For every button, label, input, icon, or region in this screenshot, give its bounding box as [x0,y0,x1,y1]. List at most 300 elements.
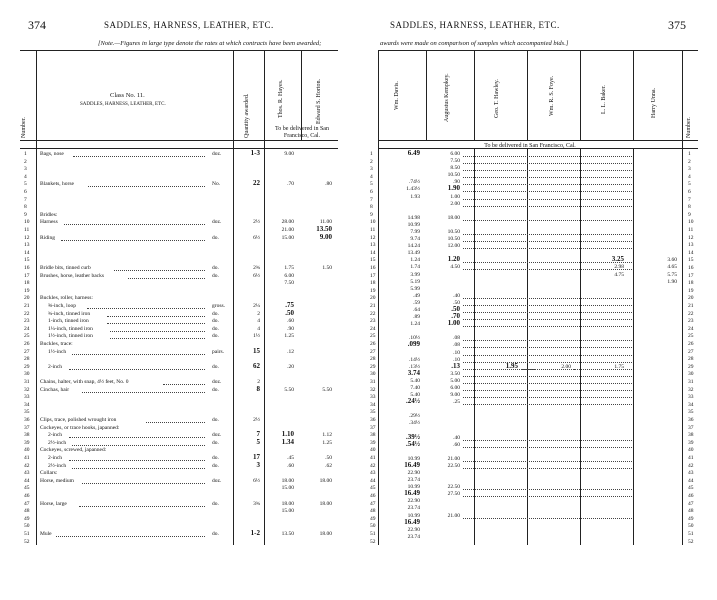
left-row-number: 17 [24,272,30,279]
left-row-number: 7 [24,196,27,203]
right-row-number-right: 15 [688,257,694,264]
bid-cell: 3.25 [611,255,624,264]
bid-cell: .54½ [406,439,420,448]
bid-horton-value: 1.12 [322,432,332,439]
item-quantity: 3 [256,460,260,469]
right-row-number-left: 29 [370,363,376,370]
item-quantity: 4 [257,318,260,325]
right-row-number-left: 13 [370,242,376,249]
item-unit: doz. [212,219,222,226]
bid-hayes-value: 1.10 [281,430,294,439]
bid-cell: 18.00 [447,214,460,221]
left-row-number: 27 [24,348,30,355]
item-quantity: 2½ [253,417,260,423]
bid-cell: .49 [413,292,420,299]
right-row-number-left: 48 [370,508,376,515]
leader-dots [107,316,205,317]
left-row-number: 41 [24,455,30,461]
bid-hayes-value: .50 [285,308,294,317]
left-row-number: 24 [24,325,30,332]
bid-hayes-value: 9.00 [284,151,294,157]
item-quantity: 15 [253,346,260,355]
bidder-foye: Wm. R. S. Foye. [549,75,555,116]
right-row-number-left: 52 [370,538,376,545]
left-row-number: 44 [24,477,30,484]
right-row-number-left: 47 [370,500,376,507]
right-row-number-right: 41 [688,455,694,461]
left-row-number: 51 [24,531,30,537]
right-row-number-right: 5 [688,181,691,188]
bid-cell: 23.74 [407,477,420,484]
bid-cell: 5.00 [450,377,460,384]
item-unit: do. [212,333,219,340]
right-row-number-left: 23 [370,318,376,325]
bid-cell: 4.65 [667,264,677,271]
bid-horton-value: .50 [325,455,332,461]
left-row-number: 45 [24,485,30,492]
item-unit: No. [212,181,221,188]
right-row-number-right: 16 [688,265,694,271]
bid-cell: 1.00 [450,193,460,200]
right-row-number-right: 37 [688,424,694,431]
bid-cell: .90 [453,179,460,186]
leader-dots [128,278,205,279]
item-label: 1½-inch, tinned iron [48,333,93,340]
bid-cell: 2.00 [561,363,571,370]
leader-dots [463,220,632,221]
item-label: Cinchas, hair [40,386,70,393]
bid-cell: 5.19 [410,278,420,285]
item-quantity: 2 [257,310,260,317]
left-row-number: 5 [24,181,27,188]
item-label: Clips, trace, polished wrought iron [40,417,117,423]
right-row-number-left: 33 [370,394,376,401]
right-row-number-right: 24 [688,325,694,332]
bid-hayes-value: .70 [287,181,294,188]
bid-cell: .08 [453,342,460,349]
leader-dots [463,305,632,306]
right-row-number-left: 32 [370,386,376,393]
right-row-number-right: 13 [688,242,694,249]
item-label: Bridle bits, tinned curb [40,265,91,271]
left-row-number: 3 [24,166,27,173]
bid-hayes-value: 21.00 [281,227,294,233]
left-row-number: 33 [24,394,30,401]
item-quantity: 3¾ [253,500,260,507]
item-label: 1½-inch [48,348,67,355]
bid-hayes-value: 18.00 [281,477,294,484]
right-row-number-right: 35 [688,409,694,416]
right-row-number-left: 35 [370,409,376,416]
bid-hayes-value: 13.50 [281,531,294,537]
right-row-number-right: 10 [688,219,694,226]
right-row-number-left: 40 [370,447,376,454]
bid-cell: 6.49 [407,149,420,157]
item-unit: do. [212,462,219,469]
right-page-number: 375 [668,18,686,32]
bidder-unna: Harry Unna. [651,88,657,118]
item-unit: do. [212,455,219,461]
right-row-number-right: 43 [688,470,694,477]
left-row-number: 46 [24,493,30,499]
bid-cell: .099 [407,340,420,349]
right-row-number-left: 30 [370,371,376,378]
left-row-number: 43 [24,470,30,477]
right-row-number-right: 47 [688,500,694,507]
right-row-number-right: 19 [688,287,694,294]
leader-dots [72,354,205,355]
right-row-number-left: 37 [370,424,376,431]
leader-dots [88,186,206,187]
right-row-number-right: 32 [688,386,694,393]
bid-cell: 1.90 [667,278,677,285]
right-row-number-right: 29 [688,363,694,370]
leader-dots [463,191,632,192]
left-running-title: SADDLES, HARNESS, LEATHER, ETC. [104,20,274,30]
bid-cell: 10.99 [407,484,420,491]
left-row-number: 8 [24,204,27,211]
item-label: Cockeyes, screwed, japanned: [40,447,107,454]
right-row-number-right: 3 [688,166,691,173]
item-quantity: 1-3 [250,149,260,157]
left-row-number: 14 [24,249,30,256]
bid-cell: 10.50 [447,172,460,179]
left-row-number: 40 [24,447,30,454]
bid-cell: .39½ [406,432,420,441]
bid-hayes-value: .90 [287,325,294,332]
leader-dots [463,355,632,356]
right-row-number-right: 26 [688,341,694,347]
right-row-number-left: 5 [370,181,373,188]
item-unit: do. [212,363,219,370]
bid-hayes-value: .75 [285,301,294,309]
bid-cell: 10.99 [407,455,420,462]
right-row-number-right: 42 [688,462,694,469]
left-row-number: 29 [24,363,30,370]
bid-cell: 1.43½ [406,186,420,193]
leader-dots [82,392,205,393]
right-row-number-left: 49 [370,515,376,522]
left-row-number: 2 [24,158,27,165]
leader-dots [72,468,205,469]
bid-cell: 23.74 [407,533,420,540]
leader-dots [69,437,205,438]
right-row-number-left: 46 [370,493,376,499]
right-row-number-left: 36 [370,417,376,423]
bid-cell: .13½ [409,363,420,370]
right-row-number-right: 39 [688,439,694,446]
item-quantity: 62 [253,361,260,370]
left-row-number: 48 [24,508,30,515]
item-quantity: 1-2 [250,529,260,537]
item-label: Bags, nose [40,151,64,157]
item-quantity: 6½ [253,272,260,279]
leader-dots [463,199,632,200]
bid-cell: 1.20 [447,255,460,264]
bid-cell: 5.40 [410,377,420,384]
item-label: Brushes, horse, leather backs [40,272,104,279]
leader-dots [463,170,632,171]
left-row-number: 15 [24,257,30,264]
right-row-number-left: 39 [370,439,376,446]
item-unit: do. [212,439,219,446]
item-label: 1-inch, tinned iron [48,318,89,325]
right-running-title: SADDLES, HARNESS, LEATHER, ETC. [390,20,560,30]
right-row-number-left: 43 [370,470,376,477]
leader-dots [79,506,205,507]
item-quantity: 5 [256,437,260,446]
bid-cell: 1.93 [410,193,420,200]
leader-dots [463,518,632,519]
left-row-number: 6 [24,189,27,195]
left-row-number: 37 [24,424,30,431]
bid-cell: 10.99 [407,512,420,519]
bidder-davis: Wm. Davis. [394,81,400,110]
left-row-number: 36 [24,417,30,423]
bid-cell: 21.00 [447,455,460,462]
bid-cell: 8.50 [450,165,460,172]
bid-cell: .13 [451,361,460,370]
item-unit: do. [212,325,219,332]
bid-hayes-value: 1.34 [281,437,294,446]
right-row-number-right: 49 [688,515,694,522]
bid-cell: 1.75 [614,363,624,370]
bid-cell: 7.50 [450,158,460,165]
bid-cell: 2.00 [450,200,460,207]
left-row-number: 49 [24,515,30,522]
right-row-number-right: 44 [688,477,694,484]
bid-hayes-value: 15.00 [281,508,294,515]
leader-dots [463,241,632,242]
bid-cell: 22.90 [407,470,420,477]
leader-dots [69,369,205,370]
right-row-number-left: 28 [370,356,376,363]
bid-cell: 7.99 [410,228,420,235]
right-row-number-left: 9 [370,211,373,218]
bid-cell: .29½ [409,413,420,420]
bid-horton-value: 5.50 [322,386,332,393]
right-row-number-right: 34 [688,401,694,408]
item-quantity: 8 [256,384,260,393]
left-row-number: 20 [24,295,30,302]
right-row-number-right: 17 [688,272,694,279]
leader-dots [56,536,205,537]
right-row-number-left: 4 [370,173,373,180]
left-row-number: 11 [24,227,30,233]
leader-dots [463,326,632,327]
leader-dots [82,483,205,484]
item-quantity: 2½ [253,219,260,226]
left-row-number: 32 [24,386,30,393]
leader-dots [463,376,632,377]
bid-cell: 5.75 [667,271,677,278]
item-unit: do. [212,500,219,507]
left-page-number: 374 [28,18,46,32]
bid-cell: .10 [453,356,460,363]
right-row-number-right: 7 [688,196,691,203]
bid-cell: .70 [451,312,460,321]
right-row-number-right: 27 [688,348,694,355]
right-row-number-right: 9 [688,211,691,218]
bidder-horton: Edward S. Horton. [316,79,322,124]
bid-cell: 1.74 [410,264,420,271]
left-row-number: 19 [24,287,30,294]
bid-cell: 1.24 [410,321,420,328]
bid-cell: 13.49 [407,250,420,257]
item-label: ¾-inch, tinned iron [48,310,91,317]
right-row-number-left: 26 [370,341,376,347]
leader-dots [463,383,632,384]
right-row-number-right: 22 [688,310,694,317]
bid-cell: 16.49 [404,517,420,526]
bid-cell: 14.98 [407,214,420,221]
bid-cell: .74½ [409,179,420,186]
bid-horton-value: 13.50 [316,225,332,233]
right-row-number-right: 1 [688,151,691,157]
bid-cell: 3.99 [410,271,420,278]
leader-dots [463,347,632,348]
right-row-number-right: 4 [688,173,691,180]
right-row-number-right: 45 [688,485,694,492]
bid-cell: .50 [451,304,460,313]
left-row-number: 25 [24,333,30,340]
bid-cell: 3.74 [407,368,420,377]
item-label: Harness [40,219,58,226]
right-row-number-left: 10 [370,219,376,226]
leader-dots [61,240,205,241]
leader-dots [114,270,205,271]
right-row-number-left: 8 [370,204,373,211]
left-row-number: 22 [24,310,30,317]
bid-hayes-value: 15.00 [281,234,294,241]
right-row-number-right: 23 [688,318,694,325]
right-row-number-left: 11 [370,227,376,233]
item-label: Buckles, trace: [40,341,73,347]
bid-hayes-value: .60 [287,318,294,325]
bid-horton-value: 1.25 [322,439,332,446]
right-row-number-right: 48 [688,508,694,515]
right-row-number-left: 15 [370,257,376,264]
right-row-number-left: 31 [370,379,376,385]
bid-cell: .50 [453,299,460,306]
leader-dots [463,234,632,235]
item-unit: do. [212,310,219,317]
left-row-number: 1 [24,151,27,157]
bid-horton-value: 9.00 [319,232,332,241]
left-row-number: 4 [24,173,27,180]
leader-dots [463,397,632,398]
bid-cell: 22.50 [447,462,460,469]
leader-dots [463,440,632,441]
bid-hayes-value: 5.50 [284,386,294,393]
left-row-number: 35 [24,409,30,416]
item-label: Mule [40,531,52,537]
bid-cell: 21.00 [447,512,460,519]
right-row-number-left: 25 [370,333,376,340]
bid-cell: 9.00 [450,392,460,399]
item-unit: do. [212,386,219,393]
leader-dots [463,404,632,405]
bid-horton-value: .80 [325,181,332,188]
right-row-number-right: 2 [688,158,691,165]
left-row-number: 42 [24,462,30,469]
bid-cell: 16.49 [404,489,420,498]
leader-dots [463,177,632,178]
item-unit: doz. [212,151,222,157]
item-quantity: 6½ [253,234,260,241]
leader-dots [463,496,632,497]
right-row-number-right: 28 [688,356,694,363]
bidder-baker: L. L. Baker. [601,85,607,114]
bid-horton-value: 18.00 [319,531,332,537]
bid-cell: 12.00 [447,243,460,250]
left-row-number: 13 [24,242,30,249]
leader-dots [463,447,632,448]
item-label: 2½-inch [48,462,67,469]
item-label: 2-inch [48,432,63,439]
right-row-number-left: 27 [370,348,376,355]
right-row-number-right: 8 [688,204,691,211]
right-row-number-left: 51 [370,531,376,537]
left-row-number: 34 [24,401,30,408]
bid-hayes-value: .60 [287,462,294,469]
right-row-number-left: 34 [370,401,376,408]
bid-horton-value: 1.50 [322,265,332,271]
right-row-number-left: 3 [370,166,373,173]
item-label: 1¼-inch, tinned iron [48,325,93,332]
item-label: Horse, large [40,500,67,507]
bid-hayes-value: .20 [287,363,294,370]
item-label: 2½-inch [48,439,67,446]
right-row-number-left: 12 [370,234,376,241]
bid-cell: 14.24 [407,243,420,250]
left-row-number: 52 [24,538,30,545]
item-unit: doz. [212,477,222,484]
right-row-number-left: 14 [370,249,376,256]
bid-cell: 22.90 [407,526,420,533]
left-row-number: 28 [24,356,30,363]
right-row-number-right: 33 [688,394,694,401]
leader-dots [463,156,632,157]
bid-cell: .89 [413,314,420,321]
right-row-number-right: 31 [688,379,694,385]
left-deliver-note: To be delivered in San Francisco, Cal. [275,126,329,139]
leader-dots [87,308,205,309]
bid-horton-value: 18.00 [319,500,332,507]
item-quantity: 2 [257,379,260,385]
left-row-number: 26 [24,341,30,347]
bid-hayes-value: 15.00 [281,485,294,492]
left-row-number: 50 [24,523,30,530]
bid-cell: 2.98 [614,264,624,271]
item-label: Horse, medium [40,477,74,484]
right-row-number-right: 36 [688,417,694,423]
item-label: 2-inch [48,455,63,461]
leader-dots [463,468,632,469]
left-row-number: 47 [24,500,30,507]
right-row-number-right: 6 [688,189,691,195]
bid-cell: .40 [453,292,460,299]
leader-dots [110,331,205,332]
class-title: Class No. 11. [110,92,145,99]
right-row-number-right: 30 [688,371,694,378]
left-number-header: Number. [21,117,27,138]
bid-horton-value: 11.00 [319,219,332,226]
bid-cell: 1.24 [410,257,420,264]
left-row-number: 18 [24,280,30,287]
item-label: Buckles, roller, harness: [40,295,93,302]
bid-hayes-value: 18.00 [281,500,294,507]
